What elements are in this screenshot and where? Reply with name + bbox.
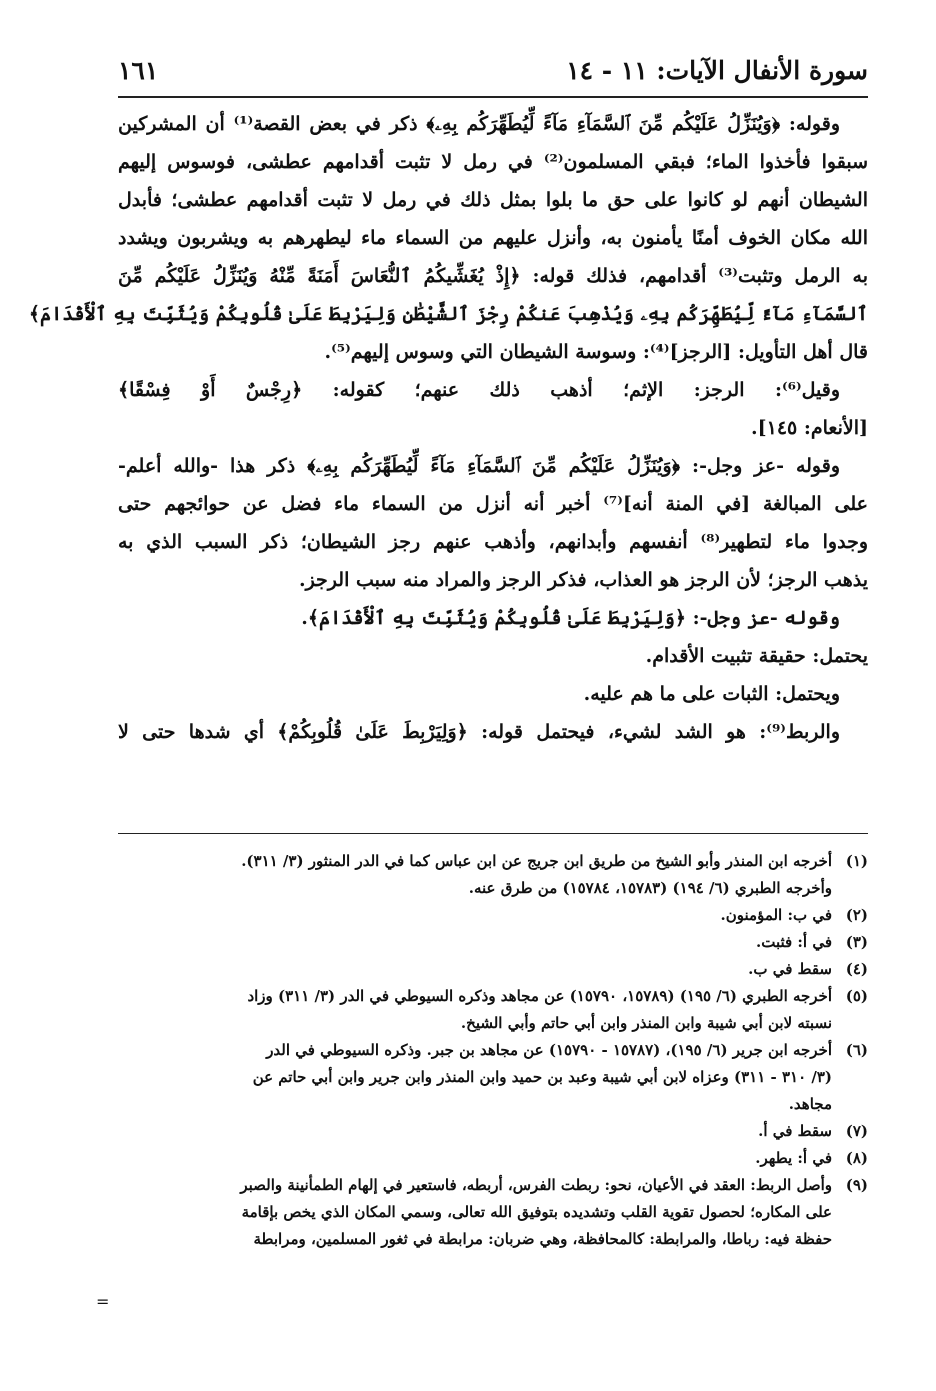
footnote-line [118,1145,868,1172]
footnote-line [118,848,868,875]
body-line: على المبالغة [في المنة أنه]⁽⁷⁾ أخبر أنه أنزل من السماء ماء فضل عن حوائجهم حتى [118,493,869,515]
footnote-line: مجاهد. [788,1095,832,1113]
header-title: سورة الأنفال الآيات: ١١ - ١٤ [566,56,868,85]
body-line: وقوله -عز وجل-: ﴿وَلِيَرْبِطَ عَلَىٰ قُلُوبِكُمْ وَيُثَبِّتَ بِهِ ٱلْأَقْدَامَ﴾. [301,607,840,629]
footnote-line [118,1118,868,1145]
margin-mark: = [96,1292,110,1311]
footnote-line: (٣/ ٣١٠ - ٣١١) وعزاه لابن أبي شيبة وعبد بن حميد وابن المنذر وابن جرير وابن أبي حاتم عن [252,1068,832,1086]
body-line: الشيطان أنهم لو كانوا على حق ما بلوا بمثل ذلك في رمل لا تثبت أقدامهم عطشى؛ فأبدل [118,189,868,211]
footnote-line [118,902,868,929]
body-line: وقوله -عز وجل-: ﴿وَيُنَزِّلُ عَلَيْكُم مِّنَ ٱلسَّمَآءِ مَآءً لِّيُطَهِّرَكُم بِهِۦ﴾ ذكر هذا -والله أعلم- [118,455,840,477]
footnote-number: (١) [845,852,868,870]
footnote-number: (٤) [845,960,868,978]
footnote-text: أخرجه ابن المنذر وأبو الشيخ من طريق ابن جريج عن ابن عباس كما في الدر المنثور (٣/ ٣١١). [241,852,832,870]
body-line: به الرمل وتثبت⁽³⁾ أقدامهم، فذلك قوله: ﴿إِذْ يُغَشِّيكُمُ ٱلنُّعَاسَ أَمَنَةً مِّنْهُ وَيُنَزِّلُ عَلَيْكُم مِّنَ [118,265,868,287]
body-line: يذهب الرجز؛ لأن الرجز هو العذاب، فذكر الرجز والمراد منه سبب الرجز. [298,569,868,591]
body-line: وقوله: ﴿وَيُنَزِّلُ عَلَيْكُم مِّنَ ٱلسَّمَآءِ مَآءً لِّيُطَهِّرَكُم بِهِۦ﴾ ذكر في بعض القصة⁽¹⁾ أن المشركين [118,113,840,135]
footnote-number: (٥) [845,987,868,1005]
footnote-text: وأصل الربط: العقد في الأعيان، نحو: ربطت الفرس، أربطه، فاستعير في إلهام الطمأنينة والصبر [240,1176,832,1194]
footnote-separator [118,833,868,834]
footnote-line [118,1172,868,1199]
footnote-line [118,1037,868,1064]
footnotes [118,848,868,1253]
footnote-line [118,929,868,956]
footnote-number: (٩) [845,1176,868,1194]
body-line: والربط⁽⁹⁾: هو الشد لشيء، فيحتمل قوله: ﴿وَلِيَرْبِطَ عَلَىٰ قُلُوبِكُمْ﴾ أي شدها حتى لا [118,721,840,743]
footnote-line: حفظة فيه: رباطا، والمرابطة: كالمحافظة، وهي ضربان: مرابطة في ثغور المسلمين، ومرابطة [253,1230,832,1248]
footnote-line: على المكاره؛ لحصول تقوية القلب وتشديده بتوفيق الله تعالى، وسمي المكان الذي يخص بإقامة [241,1203,832,1221]
footnote-text: أخرجه ابن جرير (٦/ ١٩٥)، (١٥٧٨٧ - ١٥٧٩٠) عن مجاهد بن جبر. وذكره السيوطي في الدر [266,1041,832,1059]
footnote-line: نسبته لابن أبي شيبة وابن المنذر وابن أبي حاتم وأبي الشيخ. [460,1014,832,1032]
footnote-text: سقط في ب. [748,960,832,978]
footnote-text: في ب: المؤمنون. [720,906,832,924]
running-header [118,52,868,96]
body-line: وقيل⁽⁶⁾: الرجز: الإثم؛ أذهب ذلك عنهم؛ كقوله: ﴿رِجْسٌ أَوْ فِسْقًا﴾ [118,379,840,401]
footnote-line [118,956,868,983]
body-line: وجدوا ماء لتطهير⁽⁸⁾ أنفسهم وأبدانهم، وأذهب عنهم رجز الشيطان؛ ذكر السبب الذي به [118,531,868,553]
footnote-number: (٦) [845,1041,868,1059]
footnote-line: وأخرجه الطبري (٦/ ١٩٤) (١٥٧٨٣، ١٥٧٨٤) من طرق عنه. [468,879,832,897]
footnote-text: أخرجه الطبري (٦/ ١٩٥) (١٥٧٨٩، ١٥٧٩٠) عن مجاهد وذكره السيوطي في الدر (٣/ ٣١١) وزاد [247,987,832,1005]
footnote-number: (٧) [845,1122,868,1140]
page-number: ١٦١ [118,56,159,85]
footnote-text: في أ: فثبت. [756,933,832,951]
body-line: ويحتمل: الثبات على ما هم عليه. [583,683,840,705]
footnote-text: سقط في أ. [758,1122,832,1140]
footnote-number: (٨) [845,1149,868,1167]
body-line: [الأنعام: ١٤٥]. [751,417,868,439]
body-line: الله مكان الخوف أمنًا يأمنون به، وأنزل عليهم من السماء ماء ليطهرهم به ويشربون ويشدد [118,227,868,249]
body-line: يحتمل: حقيقة تثبيت الأقدام. [645,645,868,667]
footnote-line [118,983,868,1010]
footnote-number: (٣) [845,933,868,951]
header-rule [118,96,868,98]
body-line: ٱلسَّمَآءِ مَآءً لِّيُطَهِّرَكُم بِهِۦ وَيُذْهِبَ عَنكُمْ رِجْزَ ٱلشَّيْطَٰنِ وَلِيَرْبِطَ عَلَىٰ قُلُوبِكُمْ وَيُثَبِّتَ بِهِ ٱلْأَقْدَامَ﴾ [28,303,868,325]
footnote-text: في أ: يطهر. [755,1149,832,1167]
footnote-number: (٢) [845,906,868,924]
main-text [28,105,869,751]
body-line: سبقوا فأخذوا الماء؛ فبقي المسلمون⁽²⁾ في رمل لا تثبت أقدامهم عطشى، فوسوس إليهم [118,151,868,173]
body-line: قال أهل التأويل: [الرجز]⁽⁴⁾: وسوسة الشيطان التي وسوس إليهم⁽⁵⁾. [324,341,868,363]
